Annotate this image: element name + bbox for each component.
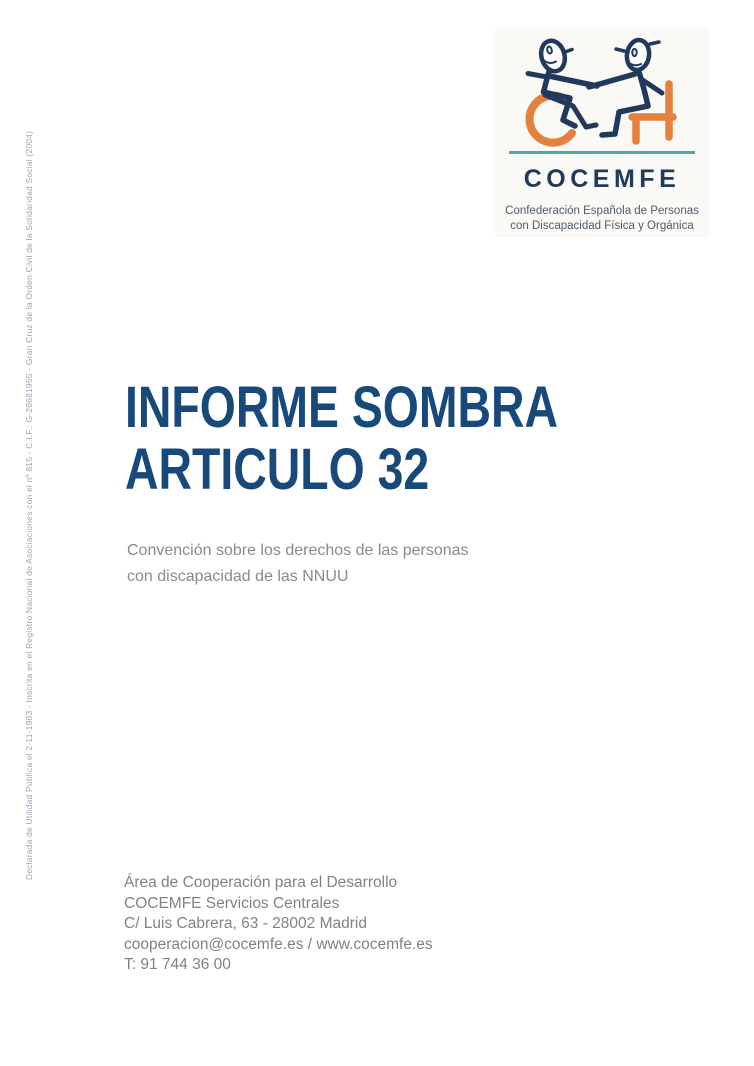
footer-department-line: Área de Cooperación para el Desarrollo [124, 874, 398, 891]
logo-tagline [495, 204, 709, 233]
footer-email-web-line: cooperacion@cocemfe.es / www.cocemfe.es [124, 935, 433, 953]
logo-tagline-line1: Confederación Española de Personas [505, 205, 699, 217]
page-subtitle-line2: con discapacidad de las NNUU [127, 568, 349, 585]
footer-phone-line: T: 91 744 36 00 [124, 956, 231, 973]
cocemfe-logo [495, 27, 709, 238]
contact-footer [124, 873, 433, 976]
wheelchair-figure-icon [528, 38, 597, 143]
chair-figure-icon [589, 39, 673, 141]
page-subtitle [127, 538, 469, 590]
page-title-line1: INFORME SOMBRA [125, 375, 559, 440]
logo-divider-rule [509, 151, 695, 154]
footer-org-line: COCEMFE Servicios Centrales [124, 894, 340, 912]
registration-sidebar-text: Declarada de Utilidad Pública el 2-11-1983 - Inscrita en el Registro Nacional de Asociaciones con el nº 815 - C.I.F.: G-28681955 - Gran Cruz de la Orden Civil de la Solidaridad Social (2004) [24, 130, 34, 880]
page-title-line2: ARTICULO 32 [125, 437, 430, 502]
logo-tagline-line2: con Discapacidad Física y Orgánica [510, 219, 694, 232]
page-subtitle-line1: Convención sobre los derechos de las personas [127, 542, 469, 559]
footer-address-line: C/ Luis Cabrera, 63 - 28002 Madrid [124, 915, 367, 932]
logo-wordmark: COCEMFE [523, 165, 681, 193]
page-title [125, 377, 666, 501]
cocemfe-figures-icon [511, 30, 693, 150]
